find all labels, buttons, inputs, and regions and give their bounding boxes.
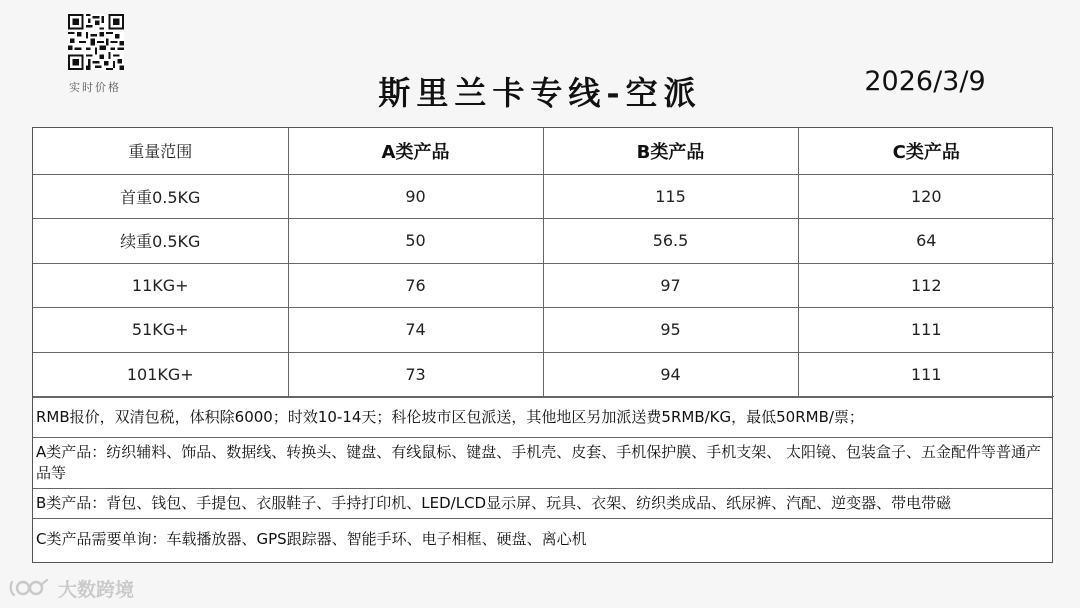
watermark-logo-icon [8, 576, 52, 600]
price-cell-b: 95 [543, 308, 798, 353]
weight-cell: 11KG+ [33, 263, 288, 308]
price-cell-c: 111 [798, 308, 1054, 353]
price-cell-b: 94 [543, 352, 798, 397]
price-cell-a: 76 [288, 263, 543, 308]
table-header-row [33, 128, 1054, 174]
weight-cell: 续重0.5KG [33, 219, 288, 264]
date-label: 2026/3/9 [864, 66, 986, 97]
price-cell-c: 112 [798, 263, 1054, 308]
table-row [33, 308, 1054, 353]
column-header-class-b: B类产品 [543, 128, 798, 174]
weight-cell: 首重0.5KG [33, 174, 288, 219]
notes-section [33, 397, 1052, 562]
table-row [33, 219, 1054, 264]
note-class-a-products: A类产品：纺织辅料、饰品、数据线、转换头、键盘、有线鼠标、键盘、手机壳、皮套、手机保护膜、手机支架、 太阳镜、包装盒子、五金配件等普通产品等 [33, 437, 1052, 488]
note-pricing-terms: RMB报价，双清包税，体积除6000；时效10-14天；科伦坡市区包派送，其他地区另加派送费5RMB/KG，最低50RMB/票； [33, 397, 1052, 437]
qr-code-icon [68, 14, 124, 70]
weight-cell: 101KG+ [33, 352, 288, 397]
table-row [33, 174, 1054, 219]
note-class-b-products: B类产品：背包、钱包、手提包、衣服鞋子、手持打印机、LED/LCD显示屏、玩具、衣架、纺织类成品、纸尿裤、汽配、逆变器、带电带磁 [33, 488, 1052, 518]
table-row [33, 352, 1054, 397]
price-cell-b: 56.5 [543, 219, 798, 264]
weight-cell: 51KG+ [33, 308, 288, 353]
price-cell-c: 64 [798, 219, 1054, 264]
column-header-class-c: C类产品 [798, 128, 1054, 174]
price-cell-c: 111 [798, 352, 1054, 397]
note-class-c-products: C类产品需要单询：车载播放器、GPS跟踪器、智能手环、电子相框、硬盘、离心机 [33, 518, 1052, 562]
price-cell-b: 115 [543, 174, 798, 219]
column-header-weight-range: 重量范围 [33, 128, 288, 174]
price-cell-a: 73 [288, 352, 543, 397]
price-cell-a: 74 [288, 308, 543, 353]
table-row [33, 263, 1054, 308]
price-cell-c: 120 [798, 174, 1054, 219]
price-table [33, 128, 1054, 397]
price-sheet [32, 127, 1053, 563]
price-cell-a: 90 [288, 174, 543, 219]
qr-caption: 实时价格 [69, 81, 121, 94]
watermark-text: 大数跨境 [58, 578, 135, 601]
column-header-class-a: A类产品 [288, 128, 543, 174]
price-cell-b: 97 [543, 263, 798, 308]
watermark [8, 574, 134, 602]
page-title: 斯里兰卡专线-空派 [378, 74, 702, 112]
price-cell-a: 50 [288, 219, 543, 264]
